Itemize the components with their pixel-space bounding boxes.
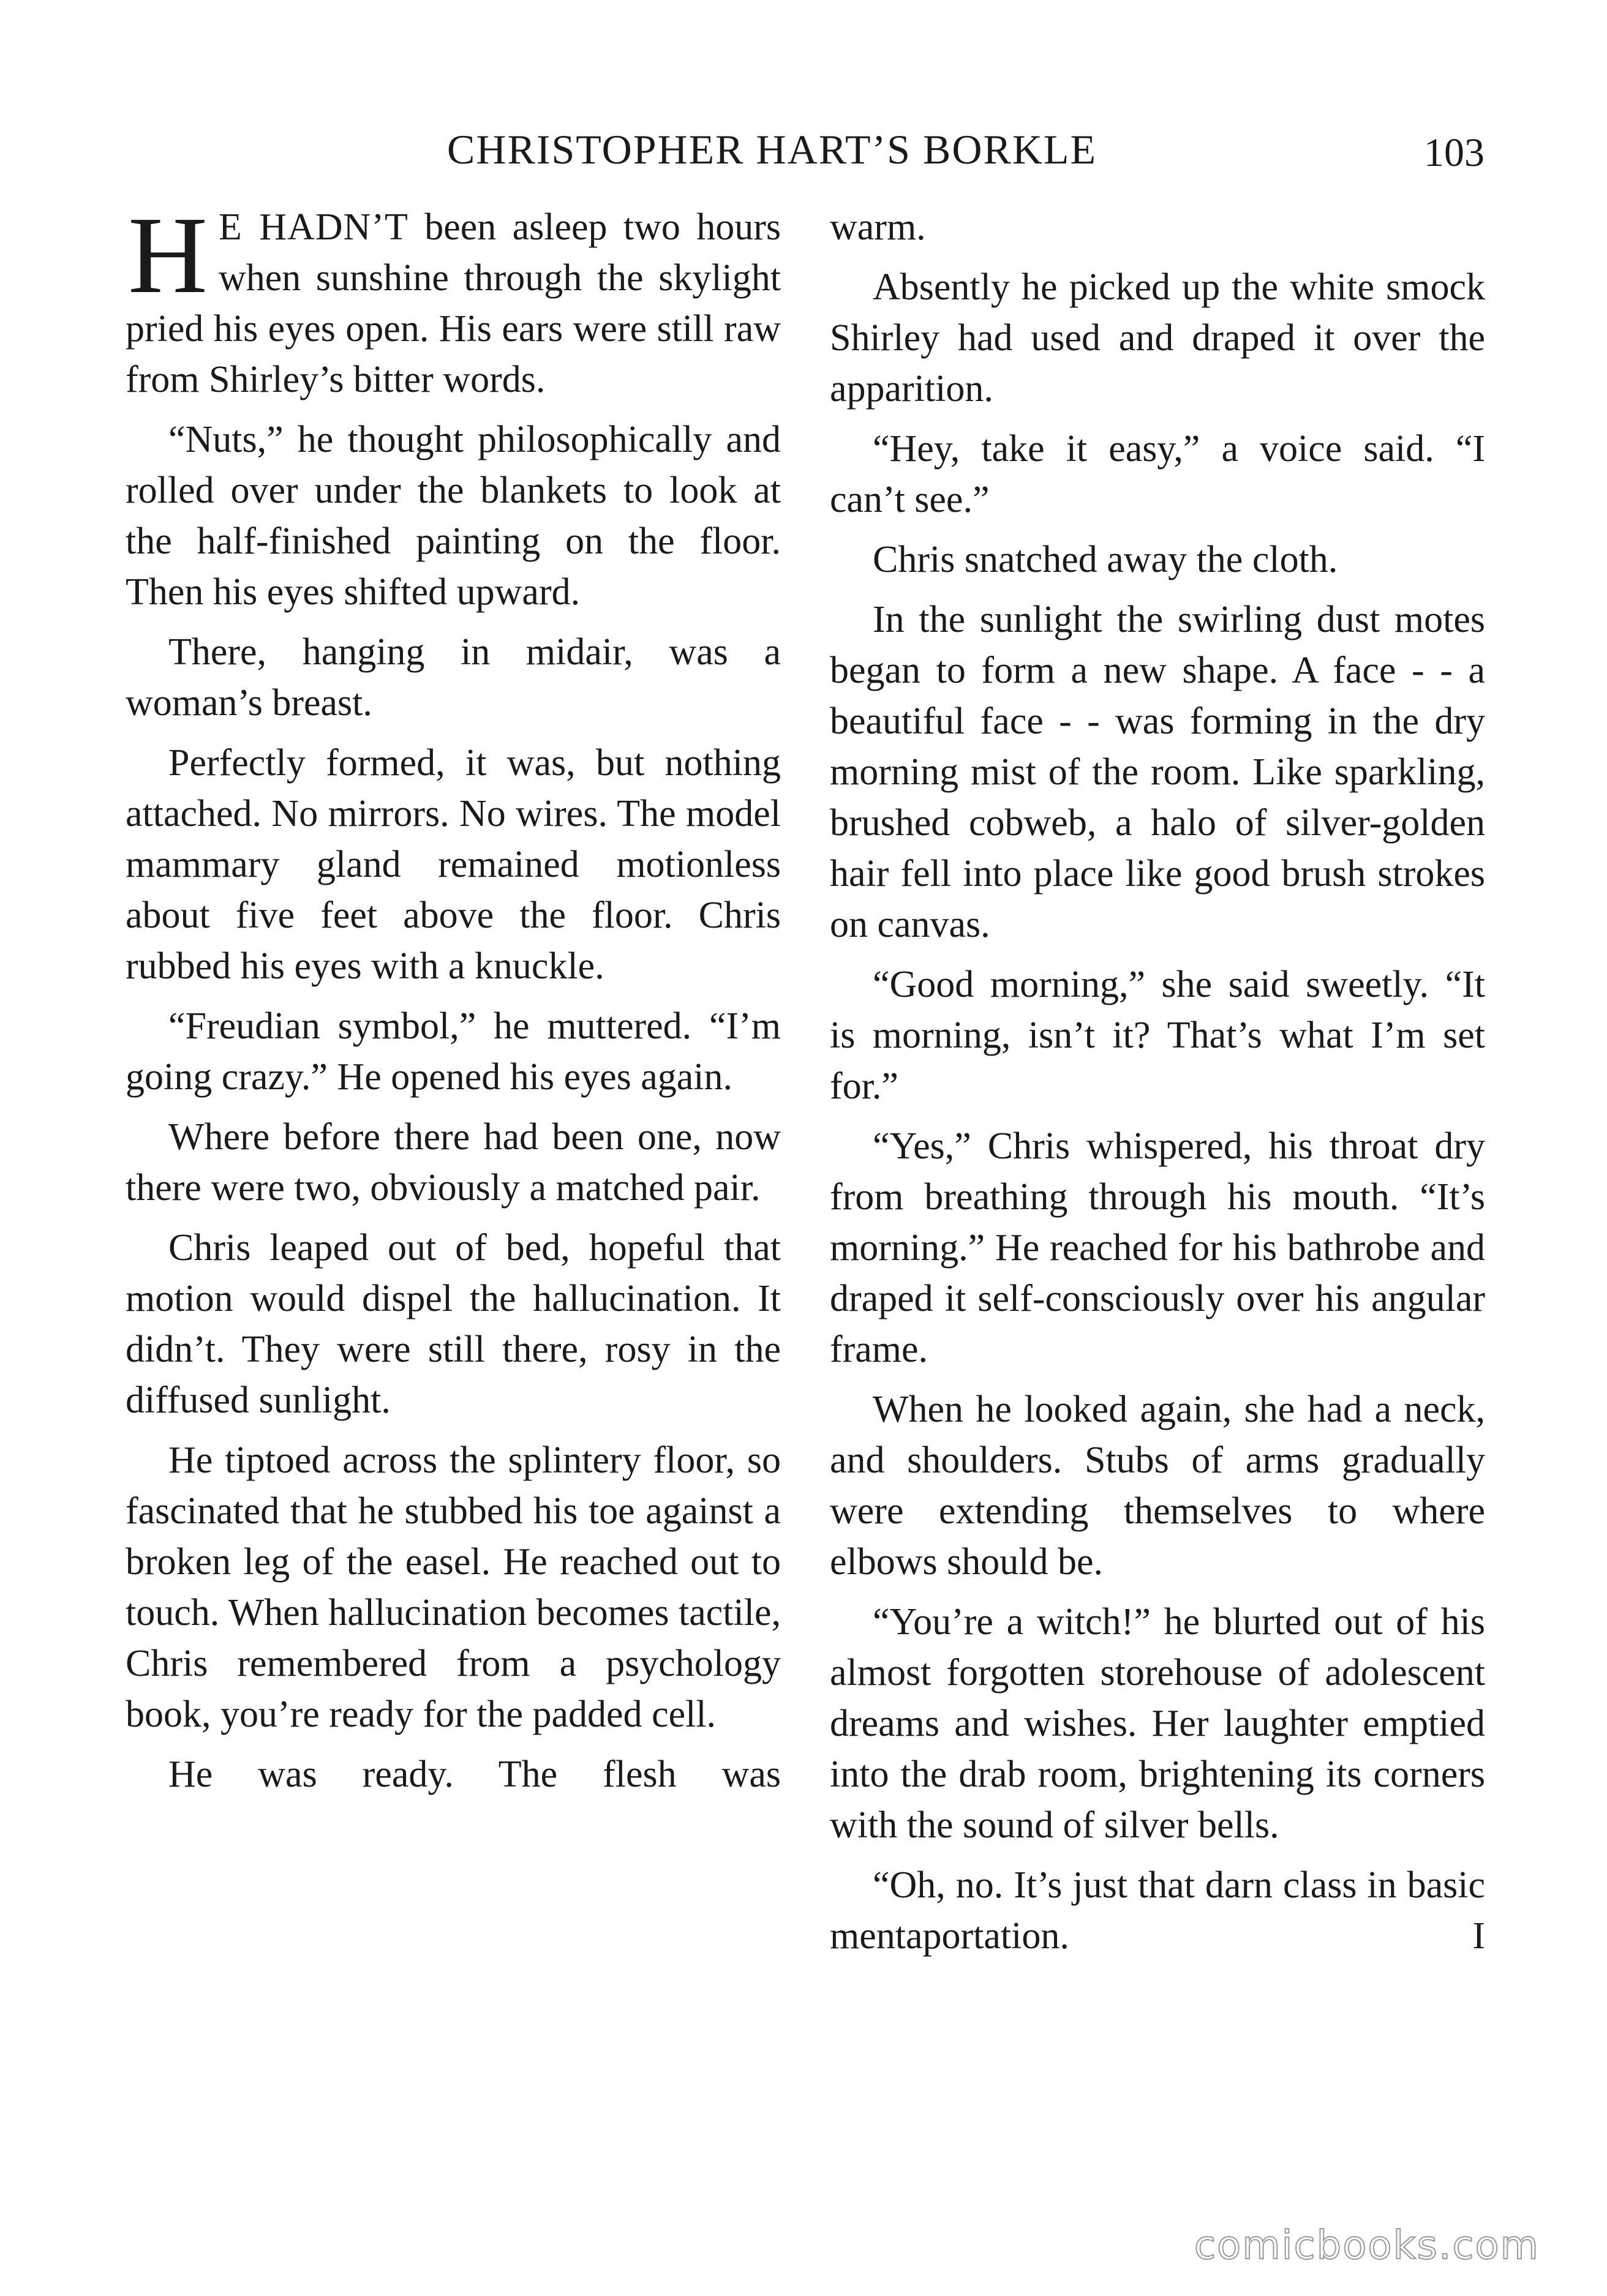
paragraph: “Hey, take it easy,” a voice said. “I can’t see.” (830, 428, 1485, 520)
paragraph: He was ready. The flesh was (168, 1754, 781, 1795)
drop-cap: H (128, 194, 208, 316)
paragraph: Chris snatched away the cloth. (873, 539, 1338, 580)
paragraph: There, hanging in midair, was a woman’s breast. (126, 631, 781, 724)
paragraph: Absently he picked up the white smock Shirley had used and draped it over the apparition. (830, 266, 1485, 410)
paragraph: “Yes,” Chris whispered, his throat dry from breathing through his mouth. “It’s morning.” He reached for his bathrobe and draped it self-consciously over his angular frame. (830, 1125, 1485, 1370)
paragraph: “You’re a witch!” he blurted out of his almost forgotten storehouse of adolescent dreams and wishes. Her laughter emptied into the drab room, brightening its corners with the sound of silver bells. (830, 1601, 1485, 1846)
paragraph: warm. (830, 206, 926, 248)
paragraph (126, 194, 781, 405)
paragraph: Chris leaped out of bed, hopeful that motion would dispel the hallucination. It didn’t. They were still there, rosy in the diffused sunlight. (126, 1227, 781, 1421)
running-title: CHRISTOPHER HART’S BORKLE (447, 126, 1097, 173)
paragraph: “Good morning,” she said sweetly. “It is morning, isn’t it? That’s what I’m set for.” (830, 964, 1485, 1107)
paragraph: In the sunlight the swirling dust motes began to form a new shape. A face - - a beautiful face - - was forming in the dry morning mist of the room. Like sparkling, brushed cobweb, a halo of silver-golden hair fell into place like good brush strokes on canvas. (830, 599, 1485, 945)
paragraph: “Freudian symbol,” he muttered. “I’m going crazy.” He opened his eyes again. (126, 1005, 781, 1098)
paragraph: Where before there had been one, now there were two, obviously a matched pair. (126, 1116, 781, 1209)
paragraph: Perfectly formed, it was, but nothing attached. No mirrors. No wires. The model mammary gland remained motionless about five feet above the floor. Chris rubbed his eyes with a knuckle. (126, 742, 781, 987)
paragraph: “Oh, no. It’s just that darn class in basic mentaportation. I (830, 1864, 1485, 1957)
page-header (0, 116, 1607, 184)
page-number: 103 (1424, 130, 1485, 175)
lead-caps: E HADN’T (219, 206, 408, 248)
paragraph: When he looked again, she had a neck, and shoulders. Stubs of arms gradually were extending themselves to where elbows should be. (830, 1389, 1485, 1583)
paragraph-text: been asleep two hours when sunshine through the skylight pried his eyes open. His ears were still raw from Shirley’s bitter words. (126, 206, 781, 400)
paragraph: He tiptoed across the splintery floor, so fascinated that he stubbed his toe against a broken leg of the easel. He reached out to touch. When hallucination becomes tactile, Chris remembered from a psychology book, you’re ready for the padded cell. (126, 1439, 781, 1735)
watermark: comicbooks.com (1194, 2223, 1540, 2268)
paragraph: “Nuts,” he thought philosophically and rolled over under the blankets to look at the half-finished painting on the floor. Then his eyes shifted upward. (126, 419, 781, 613)
right-column (830, 202, 1485, 1971)
left-column (126, 194, 781, 1809)
